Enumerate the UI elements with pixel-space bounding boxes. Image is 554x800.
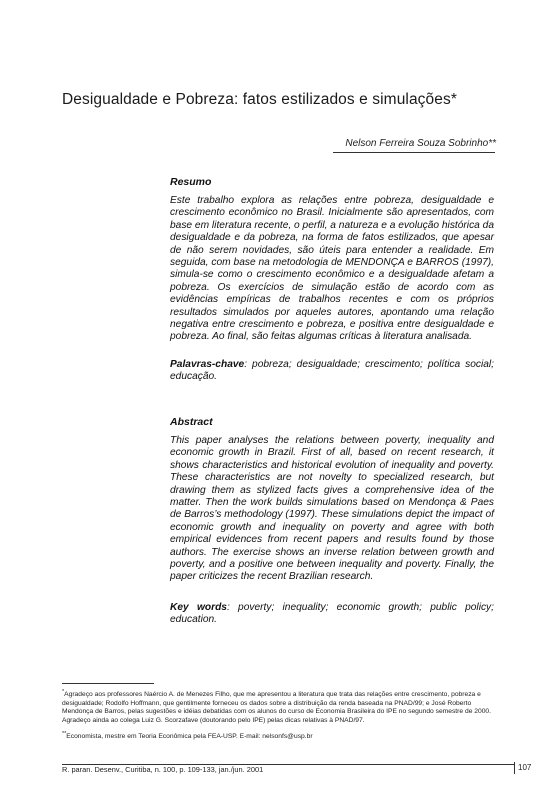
author-name: Nelson Ferreira Souza Sobrinho** (345, 138, 496, 149)
resumo-keywords (170, 359, 494, 384)
footnote-1-text: Agradeço aos professores Naércio A. de Menezes Filho, que me apresentou a literatura que trata das relações entre crescimento, pobreza e desigualdade; Rodolfo Hoffmann, que gentilmente forneceu os dados sobre a distribuição da renda baseada na PNAD/99; e José Roberto Mendonça de Barros, pelas sugestões e idéias debatidas com os alunos do curso de Economia Brasileira do IPE no segundo semestre de 2000. Agradeço ainda ao colega Luiz G. Scorzafave (doutorando pelo IPE) pelas dicas relativas à PNAD/97. (62, 691, 492, 725)
resumo-heading: Resumo (170, 176, 212, 188)
paper-title: Desigualdade e Pobreza: fatos estilizados e simulações* (62, 91, 457, 108)
journal-citation: R. paran. Desenv., Curitiba, n. 100, p. 109-133, jan./jun. 2001 (62, 765, 264, 774)
resumo-keywords-label: Palavras-chave (170, 359, 245, 370)
footnote-2-mark: ** (62, 731, 67, 737)
footnote-2-text: Economista, mestre em Teoria Econômica pela FEA-USP. E-mail: nelsonfs@usp.br (66, 733, 313, 741)
abstract-keywords-label: Key words (170, 602, 227, 613)
author-divider (333, 152, 495, 153)
abstract-heading: Abstract (170, 416, 213, 428)
resumo-keywords-list: : pobreza; desigualdade; crescimento; política social; educação. (170, 359, 494, 383)
footnote-1 (62, 688, 502, 726)
abstract-keywords-list: : poverty; inequality; economic growth; public policy; education. (170, 602, 494, 626)
footnote-1-mark: * (62, 689, 65, 695)
resumo-text: Este trabalho explora as relações entre pobreza, desigualdade e crescimento econômico no Brasil. Inicialmente são apresentados, com base em literatura recente, o perfil, a natureza e a evolução histórica da desigualdade e da pobreza, na forma de fatos estilizados, que apesar de não serem novidades, são úteis para entender a realidade. Em seguida, com base na metodologia de MENDONÇA e BARROS (1997), simula-se como o crescimento econômico e a desigualdade afetam a pobreza. Os exercícios de simulação estão de acordo com as evidências empíricas de trabalhos recentes e com os próprios resultados simulados por aqueles autores, apontando uma relação negativa entre crescimento e pobreza, e positiva entre desigualdade e pobreza. Ao final, são feitas algumas críticas à literatura analisada. (170, 195, 494, 343)
page-number: 107 (514, 762, 531, 774)
footnote-divider (62, 683, 154, 684)
footnote-2 (62, 730, 502, 742)
abstract-keywords (170, 602, 494, 627)
abstract-text: This paper analyses the relations between poverty, inequality and economic growth in Brazil. First of all, based on recent research, it shows characteristics and historical evolution of inequality and poverty. These characteristics are not novelty to specialized research, but drawing them as stylized facts gives a comprehensive idea of the matter. Then the work builds simulations based on Mendonça & Paes de Barros’s methodology (1997). These simulations depict the impact of economic growth and inequality on poverty and agree with both empirical evidences from recent papers and results found by those authors. The exercise shows an inverse relation between growth and poverty, and a positive one between inequality and poverty. Finally, the paper criticizes the recent Brazilian research. (170, 435, 494, 583)
